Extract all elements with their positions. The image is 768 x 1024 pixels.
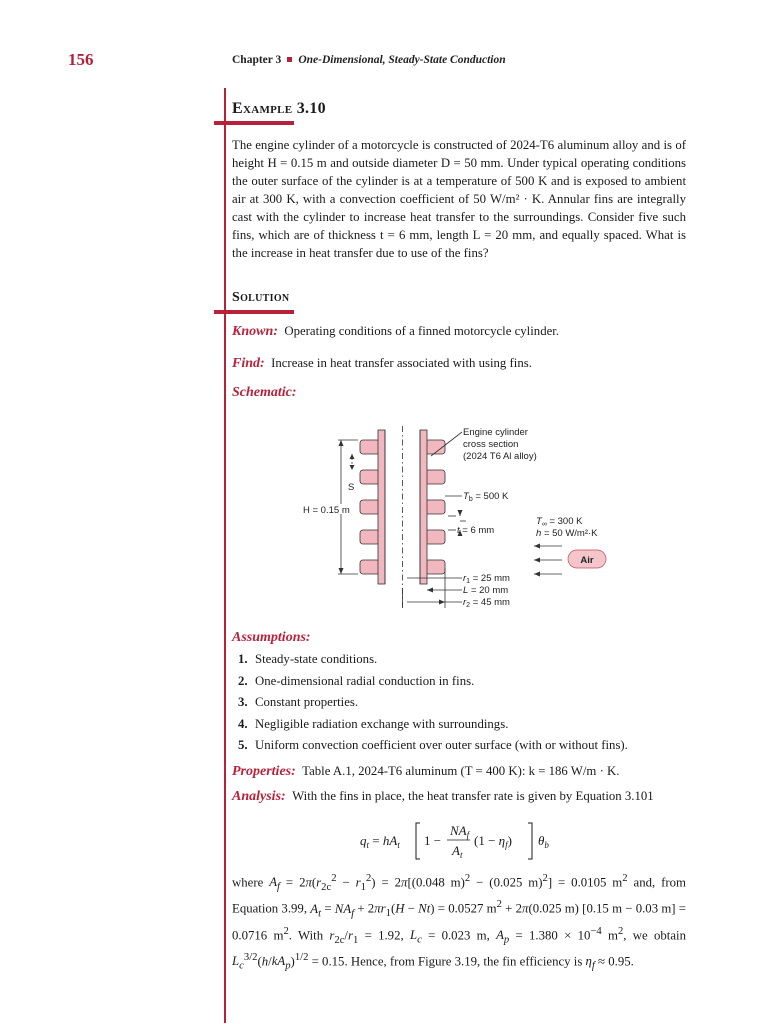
tinf-label: $T_\infty = 300$ K	[536, 516, 583, 528]
assumptions-heading	[232, 630, 311, 646]
svg-text:NAf: $NA_f$	[450, 823, 470, 840]
height-label: H = 0.15 m	[303, 505, 350, 516]
r1-label: $r_1 = 25$ mm	[463, 573, 510, 585]
analysis-text: With the fins in place, the heat transfer rate is given by Equation 3.101	[292, 789, 654, 803]
assumption-item: 3. Constant properties.	[238, 695, 359, 709]
svg-text:qt = hAt: $q_t = hA_t$	[360, 833, 400, 850]
assumptions-label: Assumptions:	[232, 630, 311, 645]
properties-text: Table A.1, 2024-T6 aluminum (T = 400 K): k = 186 W/m · K.	[302, 764, 620, 778]
find-line	[232, 356, 532, 372]
known-label: Known:	[232, 324, 278, 339]
tb-label: $T_b = 500$ K	[463, 491, 509, 503]
schematic-line	[232, 385, 297, 401]
cylinder-label-line-3: (2024 T6 Al alloy)	[463, 451, 537, 462]
cylinder-label-line-1: Engine cylinder	[463, 427, 528, 438]
analysis-body: where $A_f = 2\pi(r_{2c}^2 - r_1^2) = 2\pi[(0.048$ m)$^2$ − (0.025 m)$^2$] = 0.0105 $m^2$ and, from Equation 3.99, $A_t = NA_f + 2\pi r_1(H - Nt) = 0.0527$ $m^2 + 2\pi(0.025$ m) [0.15 m − 0.03 m] = 0.0716 $m^2$. With $r_{2c}/r_1 = 1.92$, $L_c = 0.023$ m, $A_p = 1.380 \times 10^{-4}$ $m^2$, we obtain $L_c^{3/2}(h/kA_p)^{1/2} = 0.15$. Hence, from Figure 3.19, the fin efficiency is $\eta_f \approx 0.95$.	[232, 873, 687, 972]
chapter-label: Chapter 3	[232, 54, 282, 66]
schematic-label: Schematic:	[232, 385, 297, 400]
assumptions-list	[238, 652, 698, 760]
assumption-item: 1. Steady-state conditions.	[238, 652, 378, 666]
air-label: Air	[580, 555, 594, 566]
fin-heat-rate-equation	[358, 815, 598, 865]
problem-statement: The engine cylinder of a motorcycle is constructed of 2024-T6 aluminum alloy and is of height H = 0.15 m and outside diameter D = 50 mm. Under typical operating conditions the outer surface of the cylinder is at a temperature of 500 K and is exposed to ambient air at 300 K, with a convection coefficient of 50 W/m² · K. Annular fins are integrally cast with the cylinder to increase heat transfer to the surroundings. Consider five such fins, which are of thickness t = 6 mm, length L = 20 mm, and equally spaced. What is the increase in heat transfer due to use of the fins?	[232, 138, 686, 260]
properties-line	[232, 764, 619, 780]
r2-label: $r_2 = 45$ mm	[463, 597, 510, 609]
square-bullet-icon	[287, 57, 292, 62]
page-number: 156	[68, 50, 94, 69]
analysis-label: Analysis:	[232, 789, 286, 804]
solution-title: Solution	[232, 290, 290, 305]
margin-rule	[224, 88, 226, 1023]
svg-text:1 −: 1 −	[424, 833, 442, 848]
svg-text:At: $A_t$	[452, 843, 463, 860]
analysis-line	[232, 789, 654, 805]
assumption-item: 2. One-dimensional radial conduction in fins.	[238, 673, 475, 688]
known-text: Operating conditions of a finned motorcycle cylinder.	[284, 324, 560, 338]
assumption-item: 4. Negligible radiation exchange with surroundings.	[238, 716, 509, 731]
thickness-label: t = 6 mm	[457, 525, 495, 536]
running-head	[232, 54, 506, 66]
solution-underline	[214, 310, 294, 314]
example-title: Example 3.10	[232, 100, 326, 117]
cylinder-label-line-2: cross section	[463, 439, 519, 450]
known-line	[232, 324, 559, 340]
chapter-title: One-Dimensional, Steady-State Conduction	[298, 54, 506, 66]
svg-text:θb: $\theta_b$	[538, 833, 549, 850]
spacing-label: S	[348, 482, 355, 493]
find-label: Find:	[232, 356, 265, 371]
svg-text:(1 − ηf): $(1 - \eta_f)$	[474, 833, 512, 850]
h-label: h = 50 W/m²·K	[536, 528, 598, 539]
assumption-item: 5. Uniform convection coefficient over outer surface (with or without fins).	[238, 738, 628, 752]
l-label: L = 20 mm	[463, 585, 509, 596]
find-text: Increase in heat transfer associated with using fins.	[271, 356, 532, 370]
finned-cylinder-schematic	[300, 418, 620, 618]
example-underline	[214, 121, 294, 125]
properties-label: Properties:	[232, 764, 296, 779]
